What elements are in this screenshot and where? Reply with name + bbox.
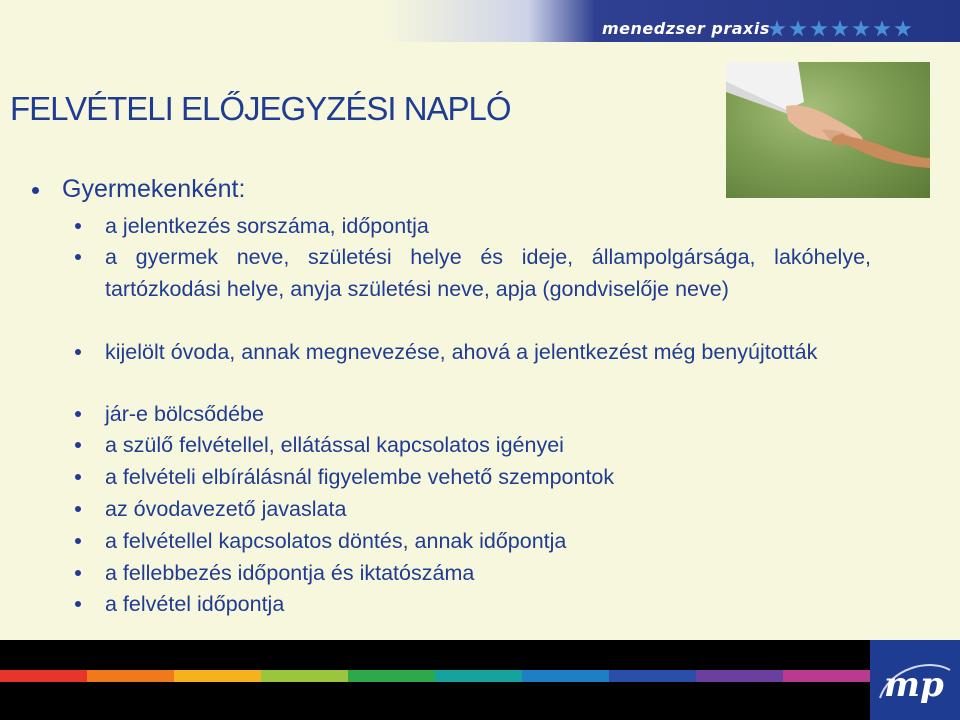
color-stripe-segment	[609, 670, 696, 682]
footer-bar	[0, 640, 960, 670]
bullet-icon	[75, 254, 81, 260]
color-stripe-segment	[696, 670, 783, 682]
list-item: kijelölt óvoda, annak megnevezése, ahová a jelentkezést még benyújtották	[105, 336, 871, 368]
hands-photo	[726, 62, 930, 198]
header-bar	[0, 0, 960, 42]
color-stripe-segment	[174, 670, 261, 682]
list-item: a felvétellel kapcsolatos döntés, annak időpontja	[105, 525, 566, 557]
footer-base	[0, 682, 870, 720]
bullet-icon	[75, 223, 81, 229]
color-stripe-segment	[435, 670, 522, 682]
brand-text: menedzser praxis	[602, 19, 770, 38]
color-stripe-segment	[783, 670, 870, 682]
star-icon	[810, 20, 828, 38]
list-item: a fellebbezés időpontja és iktatószáma	[105, 557, 474, 589]
list-item: a jelentkezés sorszáma, időpontja	[105, 210, 429, 242]
bullet-icon	[75, 411, 81, 417]
list-item: az óvodavezető javaslata	[105, 493, 346, 525]
color-stripe-segment	[348, 670, 435, 682]
logo-text: mp	[884, 665, 944, 705]
bullet-icon	[75, 474, 81, 480]
star-icon	[768, 20, 786, 38]
bullet-icon	[75, 506, 81, 512]
list-item: jár-e bölcsődébe	[105, 398, 264, 430]
slide-title: FELVÉTELI ELŐJEGYZÉSI NAPLÓ	[10, 90, 511, 127]
list-item: a felvételi elbírálásnál figyelembe vehető szempontok	[105, 461, 614, 493]
rating-stars	[768, 20, 912, 38]
bullet-icon	[32, 187, 39, 194]
mp-logo	[870, 640, 960, 720]
star-icon	[873, 20, 891, 38]
star-icon	[789, 20, 807, 38]
list-item: a gyermek neve, születési helye és ideje, állampolgársága, lakóhelye, tartózkodási helye, anyja születési neve, apja (gondviselője neve)	[105, 241, 871, 305]
bullet-icon	[75, 349, 81, 355]
bullet-icon	[75, 601, 81, 607]
bullet-icon	[75, 442, 81, 448]
star-icon	[831, 20, 849, 38]
main-bullet	[32, 175, 245, 204]
list-item: a felvétel időpontja	[105, 588, 284, 620]
color-stripe	[0, 670, 870, 682]
main-bullet-label: Gyermekenként:	[62, 175, 246, 203]
list-item: a szülő felvétellel, ellátással kapcsolatos igényei	[105, 429, 564, 461]
color-stripe-segment	[0, 670, 87, 682]
bullet-icon	[75, 538, 81, 544]
color-stripe-segment	[87, 670, 174, 682]
color-stripe-segment	[261, 670, 348, 682]
star-icon	[852, 20, 870, 38]
star-icon	[894, 20, 912, 38]
bullet-icon	[75, 570, 81, 576]
color-stripe-segment	[522, 670, 609, 682]
